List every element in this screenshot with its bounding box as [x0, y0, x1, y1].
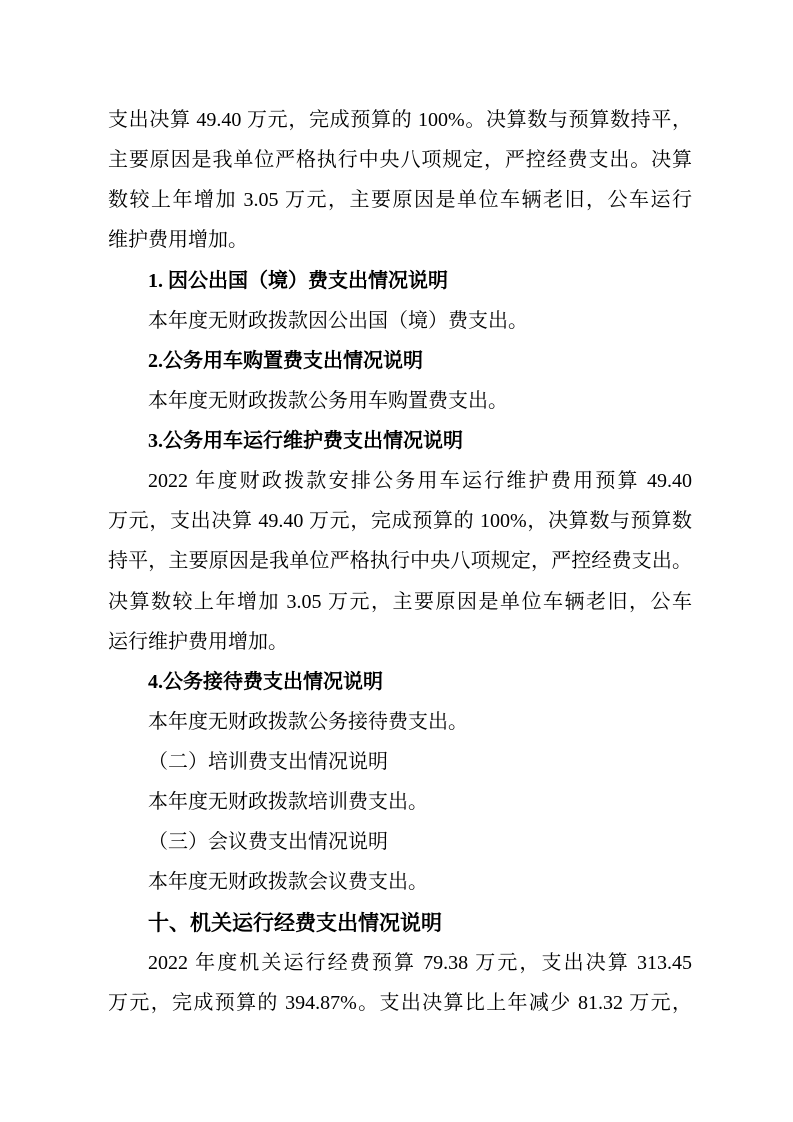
- paragraph-line: 数较上年增加 3.05 万元，主要原因是单位车辆老旧，公车运行: [108, 189, 692, 212]
- section-ten-heading: 十、机关运行经费支出情况说明: [148, 910, 442, 935]
- subsection-heading-4: 4.公务接待费支出情况说明: [148, 670, 383, 693]
- subsection-heading-1: 1. 因公出国（境）费支出情况说明: [148, 269, 448, 292]
- paragraph-line: 持平，主要原因是我单位严格执行中央八项规定，严控经费支出。: [108, 550, 692, 573]
- paragraph-line: 万元，完成预算的 394.87%。支出决算比上年减少 81.32 万元，: [108, 991, 692, 1014]
- subsection-body-2: 本年度无财政拨款公务用车购置费支出。: [148, 389, 508, 412]
- subsection-heading-3: 3.公务用车运行维护费支出情况说明: [148, 430, 463, 452]
- paragraph-line: 决算数较上年增加 3.05 万元，主要原因是单位车辆老旧，公车: [108, 590, 692, 613]
- paragraph-line: 2022 年度财政拨款安排公务用车运行维护费用预算 49.40: [148, 470, 692, 493]
- subsection-body-4: 本年度无财政拨款公务接待费支出。: [148, 710, 468, 733]
- training-heading: （二）培训费支出情况说明: [148, 751, 388, 773]
- meeting-body: 本年度无财政拨款会议费支出。: [148, 871, 428, 894]
- paragraph-line: 2022 年度机关运行经费预算 79.38 万元，支出决算 313.45: [148, 951, 692, 974]
- paragraph-line: 万元，支出决算 49.40 万元，完成预算的 100%，决算数与预算数: [108, 510, 692, 533]
- subsection-heading-2: 2.公务用车购置费支出情况说明: [148, 349, 423, 372]
- paragraph-line: 维护费用增加。: [108, 229, 248, 252]
- meeting-heading: （三）会议费支出情况说明: [148, 831, 388, 854]
- subsection-body-1: 本年度无财政拨款因公出国（境）费支出。: [148, 309, 528, 332]
- document-body: [108, 100, 692, 1023]
- paragraph-line: 运行维护费用增加。: [108, 630, 288, 653]
- training-body: 本年度无财政拨款培训费支出。: [148, 791, 428, 814]
- paragraph-line: 支出决算 49.40 万元，完成预算的 100%。决算数与预算数持平，: [108, 109, 692, 131]
- paragraph-line: 主要原因是我单位严格执行中央八项规定，严控经费支出。决算: [108, 149, 692, 172]
